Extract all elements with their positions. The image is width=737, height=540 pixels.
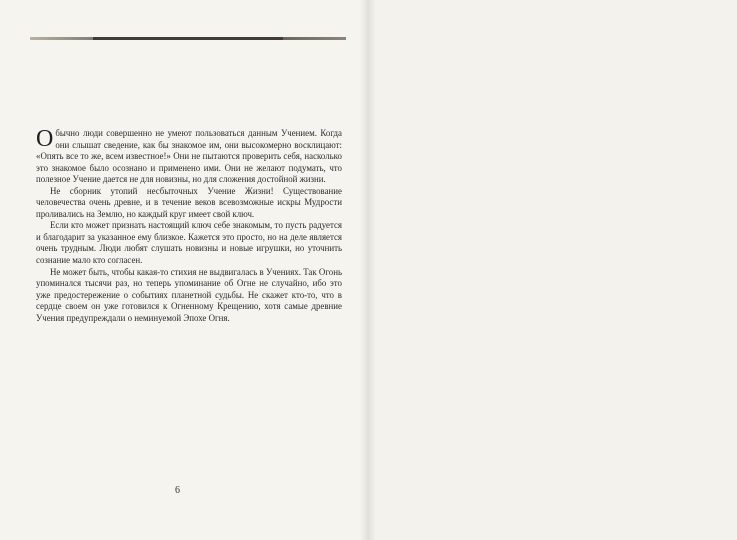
page-number: 6 [175, 485, 180, 496]
paragraph: Если кто может признать настоящий ключ себе знакомым, то пусть радуется и благодарит за указанное ему близкое. Кажется это просто, но на деле является очень трудным. Люди любят слушать новизны и новые игрушки, но уточнить сознание мало кто согласен. [36, 220, 342, 266]
left-page [0, 0, 368, 540]
drop-cap: О [36, 126, 54, 152]
right-page [368, 0, 737, 540]
paragraph: Не может быть, чтобы какая-то стихия не выдвигалась в Учениях. Так Огонь упоминался тысячи раз, но теперь упоминание об Огне не случайно, ибо это уже предостережение о событиях планетной судьбы. Не скажет кто-то, что в сердце своем он уже готовился к Огненному Крещению, хотя самые древние Учения предупреждали о неминуемой Эпохе Огня. [36, 266, 342, 323]
paragraph: Обычно люди совершенно не умеют пользоваться данным Учением. Когда они слышат сведение, как бы знакомое им, они высокомерно восклицают: «Опять все то же, всем известное!» Они не пытаются проверить себя, насколько это знакомое было осознано и применено ими. Они не желают подумать, что полезное Учение дается не для новизны, но для сложения достойной жизни. [36, 126, 342, 185]
book-gutter [360, 0, 376, 540]
left-header-rule [30, 37, 346, 40]
paragraph: Не сборник утопий несбыточных Учение Жизни! Существование человечества очень древне, и в течение веков всевозможные искры Мудрости проливались на Землю, но каждый круг имеет свой ключ. [36, 185, 342, 219]
left-page-text [36, 128, 342, 324]
